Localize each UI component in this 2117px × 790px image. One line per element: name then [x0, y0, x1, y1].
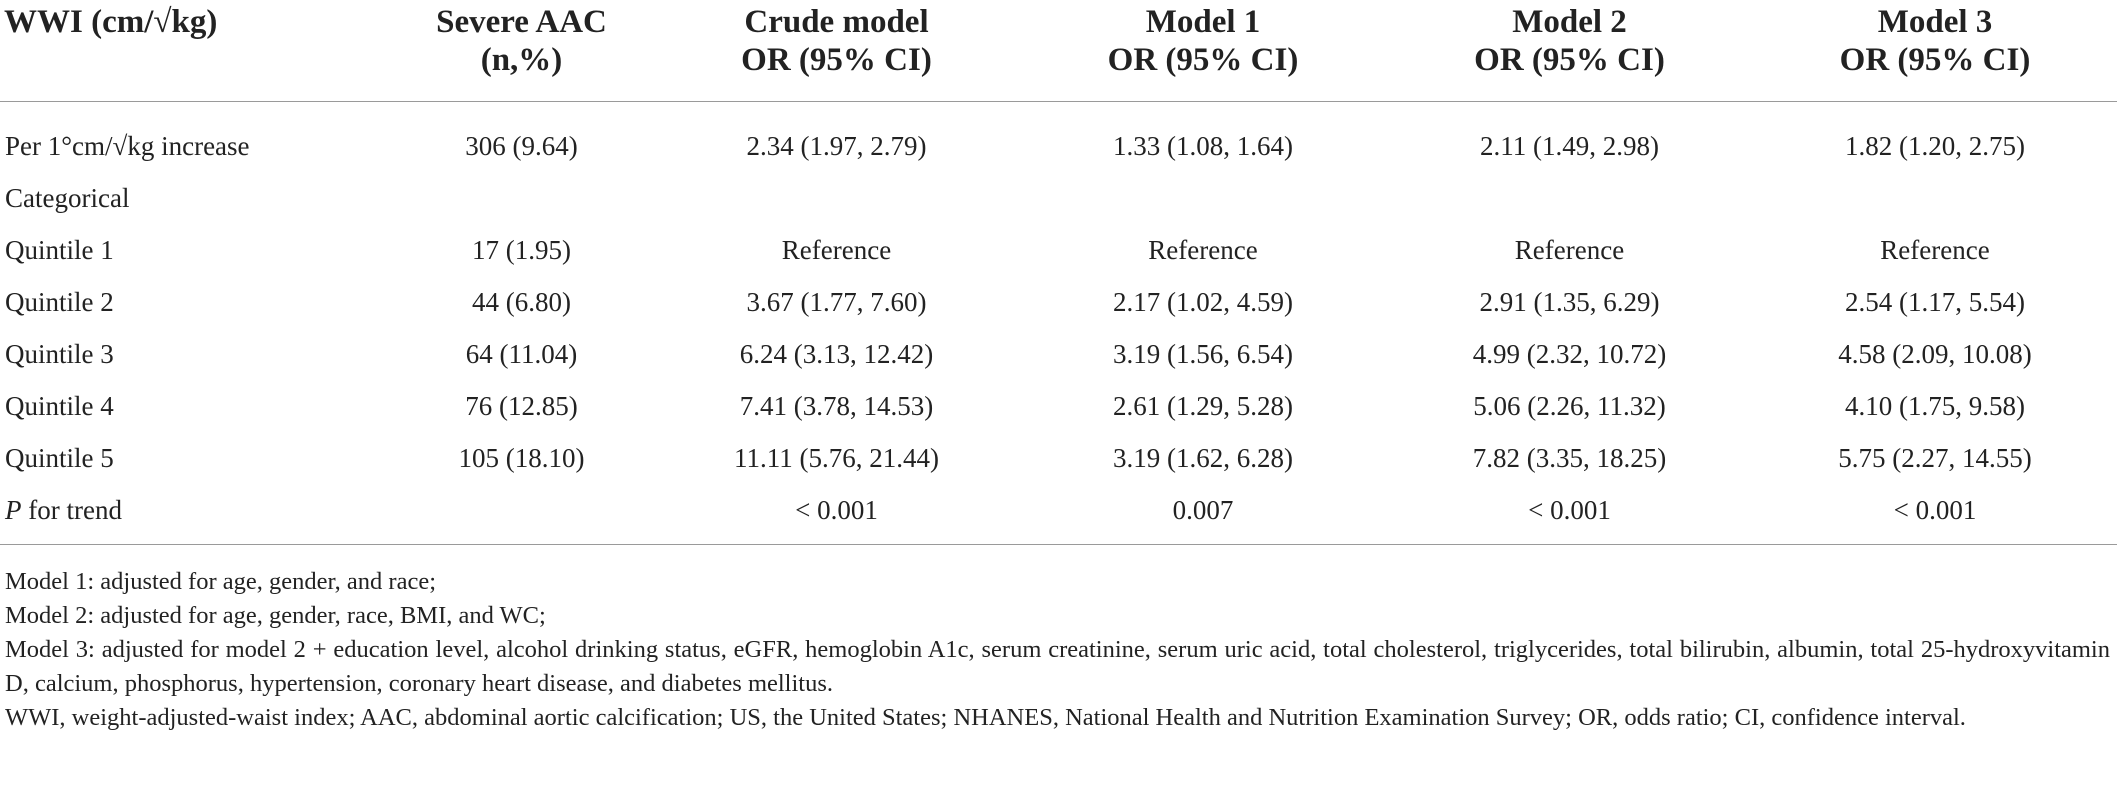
- footnote-model2: Model 2: adjusted for age, gender, race, BMI, and WC;: [5, 602, 546, 629]
- cell-severe-aac: 76 (12.85): [465, 390, 578, 421]
- header-crude-model-line2: OR (95% CI): [741, 42, 932, 78]
- cell-model1: [1020, 172, 1386, 224]
- row-label: Quintile 2: [5, 286, 114, 317]
- trend-label-p: P: [5, 494, 22, 525]
- header-crude-model: [653, 0, 1020, 102]
- row-label: Quintile 4: [5, 390, 114, 421]
- footnote-model3: Model 3: adjusted for model 2 + education level, alcohol drinking status, eGFR, hemoglobin A1c, serum creatinine, serum uric acid, total cholesterol, triglycerides, total bilirubin, albumin, total 25-hydroxyvitamin D, calcium, phosphorus, hypertension, coronary heart disease, and diabetes mellitus.: [5, 636, 2110, 697]
- cell-model3: 2.54 (1.17, 5.54): [1845, 286, 2025, 317]
- cell-crude: Reference: [781, 234, 892, 265]
- header-model-2-line2: OR (95% CI): [1474, 42, 1665, 78]
- table-row: [0, 102, 2117, 173]
- header-wwi-line1: WWI (cm/√kg): [4, 4, 218, 40]
- table-row: [0, 432, 2117, 484]
- cell-model3: 5.75 (2.27, 14.55): [1838, 442, 2032, 473]
- cell-crude: 3.67 (1.77, 7.60): [746, 286, 927, 317]
- footnote-model1: Model 1: adjusted for age, gender, and race;: [5, 568, 436, 595]
- header-severe-aac: [390, 0, 653, 102]
- cell-model3: 4.58 (2.09, 10.08): [1838, 338, 2032, 369]
- cell-severe-aac: 306 (9.64): [465, 130, 578, 161]
- cell-model3: [1753, 172, 2117, 224]
- cell-model3: 1.82 (1.20, 2.75): [1845, 130, 2025, 161]
- table-row: [0, 172, 2117, 224]
- row-label: Categorical: [5, 182, 130, 213]
- row-label: Quintile 5: [5, 442, 114, 473]
- table-row: [0, 224, 2117, 276]
- cell-model2: [1386, 172, 1753, 224]
- cell-model1: 0.007: [1020, 484, 1386, 545]
- cell-model2: 5.06 (2.26, 11.32): [1473, 390, 1666, 421]
- cell-severe-aac: 44 (6.80): [472, 286, 571, 317]
- cell-model3: 4.10 (1.75, 9.58): [1845, 390, 2025, 421]
- cell-severe-aac: 64 (11.04): [465, 338, 578, 369]
- cell-crude: 7.41 (3.78, 14.53): [739, 390, 934, 421]
- cell-model1: 2.17 (1.02, 4.59): [1113, 286, 1293, 317]
- cell-model1: 3.19 (1.62, 6.28): [1113, 442, 1293, 473]
- cell-severe-aac: [390, 172, 653, 224]
- cell-model1: 3.19 (1.56, 6.54): [1113, 338, 1293, 369]
- cell-model2: < 0.001: [1386, 484, 1753, 545]
- cell-severe-aac-empty: [390, 484, 653, 545]
- table-row: [0, 276, 2117, 328]
- header-model-1: [1020, 0, 1386, 102]
- cell-model3: < 0.001: [1753, 484, 2117, 545]
- footnote-abbreviations: WWI, weight-adjusted-waist index; AAC, abdominal aortic calcification; US, the United States; NHANES, National Health and Nutrition Examination Survey; OR, odds ratio; CI, confidence interval.: [5, 704, 1966, 731]
- row-label: Quintile 3: [5, 338, 114, 369]
- cell-model2: 7.82 (3.35, 18.25): [1472, 442, 1667, 473]
- header-crude-model-line1: Crude model: [744, 4, 929, 40]
- cell-crude: 11.11 (5.76, 21.44): [734, 442, 939, 473]
- trend-label-rest: for trend: [21, 494, 122, 525]
- header-severe-aac-line2: (n,%): [480, 42, 563, 78]
- cell-model1: Reference: [1148, 234, 1258, 265]
- table-row: [0, 328, 2117, 380]
- cell-crude: 2.34 (1.97, 2.79): [746, 130, 927, 161]
- cell-crude: < 0.001: [653, 484, 1020, 545]
- cell-severe-aac: 105 (18.10): [458, 442, 585, 473]
- cell-model1: 1.33 (1.08, 1.64): [1113, 130, 1293, 161]
- header-row: [0, 0, 2117, 102]
- cell-model2: Reference: [1514, 234, 1625, 265]
- cell-crude: 6.24 (3.13, 12.42): [739, 338, 934, 369]
- header-model-2: [1386, 0, 1753, 102]
- header-model-1-line1: Model 1: [1145, 4, 1261, 40]
- cell-model2: 4.99 (2.32, 10.72): [1472, 338, 1667, 369]
- row-label: Per 1°cm/√kg increase: [5, 130, 250, 161]
- header-model-3-line1: Model 3: [1877, 4, 1993, 40]
- trend-label: [0, 484, 390, 545]
- header-model-3: [1753, 0, 2117, 102]
- header-model-1-line2: OR (95% CI): [1107, 42, 1299, 78]
- header-model-2-line1: Model 2: [1512, 4, 1627, 40]
- table-row: [0, 380, 2117, 432]
- cell-model2: 2.91 (1.35, 6.29): [1479, 286, 1660, 317]
- cell-model1: 2.61 (1.29, 5.28): [1113, 390, 1293, 421]
- trend-row: [0, 484, 2117, 545]
- header-wwi: [0, 0, 390, 102]
- cell-model2: 2.11 (1.49, 2.98): [1480, 130, 1659, 161]
- header-severe-aac-line1: Severe AAC: [436, 4, 607, 40]
- cell-severe-aac: 17 (1.95): [472, 234, 571, 265]
- table-footnotes: [5, 565, 2110, 735]
- cell-crude: [653, 172, 1020, 224]
- cell-model3: Reference: [1880, 234, 1990, 265]
- header-model-3-line2: OR (95% CI): [1839, 42, 2031, 78]
- row-label: Quintile 1: [5, 234, 114, 265]
